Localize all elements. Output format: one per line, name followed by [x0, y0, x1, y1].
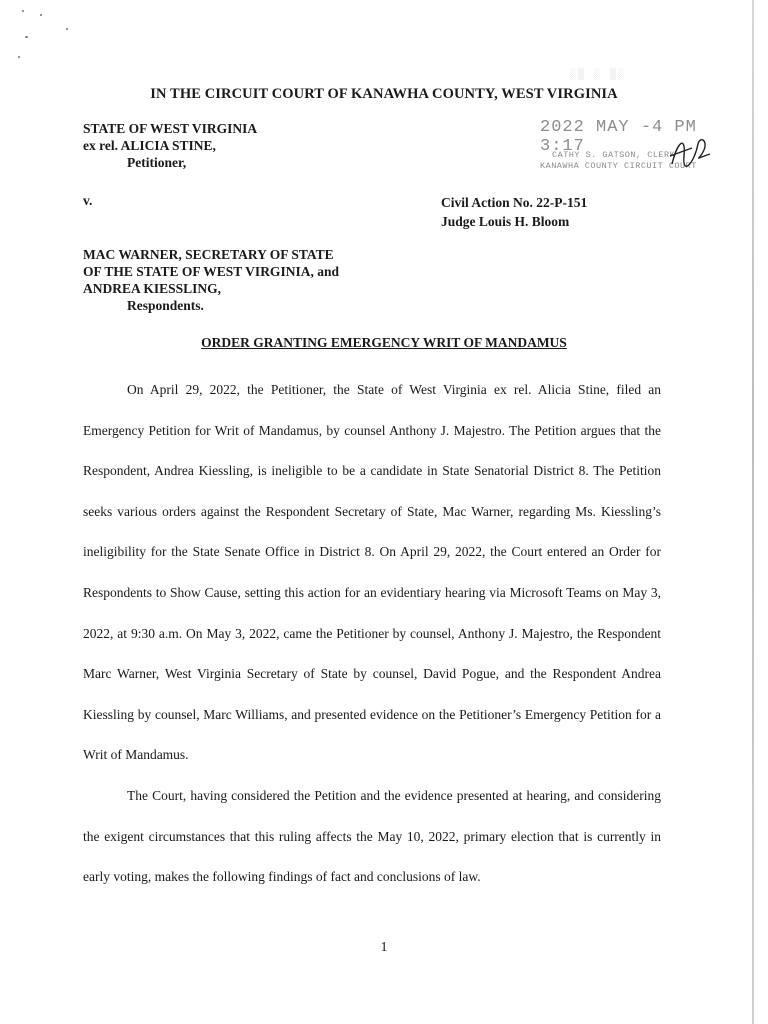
stamp-court: KANAWHA COUNTY CIRCUIT COURT	[540, 161, 697, 171]
scan-speck	[40, 14, 42, 16]
scan-edge	[752, 0, 754, 1024]
scan-speck	[25, 36, 28, 38]
petitioner-line: STATE OF WEST VIRGINIA	[83, 121, 258, 136]
scan-speck	[18, 56, 20, 58]
respondent-line: MAC WARNER, SECRETARY OF STATE	[83, 247, 334, 262]
order-title: ORDER GRANTING EMERGENCY WRIT OF MANDAMUS	[201, 335, 567, 350]
filing-stamp	[530, 116, 720, 186]
stamp-clerk: CATHY S. GATSON, CLERK	[552, 150, 676, 160]
order-body	[83, 370, 661, 898]
respondents-role: Respondents.	[127, 298, 204, 313]
petitioner-line: ex rel. ALICIA STINE,	[83, 138, 216, 153]
page-number: 1	[380, 940, 388, 955]
petitioner-role: Petitioner,	[127, 155, 187, 170]
versus-label: v.	[83, 193, 93, 208]
body-paragraph: The Court, having considered the Petition and the evidence presented at hearing, and considering the exigent circumstances that this ruling affects the May 10, 2022, primary election that is currently in early voting, makes the following findings of fact and conclusions of law.	[83, 787, 661, 885]
faint-filing-mark: ░▒ ░ ▒░	[570, 70, 627, 81]
judge-name: Judge Louis H. Bloom	[441, 214, 570, 229]
court-header: IN THE CIRCUIT COURT OF KANAWHA COUNTY, WEST VIRGINIA	[150, 86, 618, 102]
respondent-line: OF THE STATE OF WEST VIRGINIA, and	[83, 264, 339, 279]
clerk-initials-signature	[668, 134, 712, 170]
scan-speck	[22, 10, 24, 12]
respondents-block	[83, 246, 339, 314]
petitioner-block	[83, 120, 257, 171]
body-paragraph: On April 29, 2022, the Petitioner, the State of West Virginia ex rel. Alicia Stine, filed an Emergency Petition for Writ of Mandamus, by counsel Anthony J. Majestro. The Petition argues that the Respondent, Andrea Kiessling, is ineligible to be a candidate in State Senatorial District 8. The Petition seeks various orders against the Respondent Secretary of State, Mac Warner, regarding Ms. Kiessling’s ineligibility for the State Senate Office in District 8. On April 29, 2022, the Court entered an Order for Respondents to Show Cause, setting this action for an evidentiary hearing via Microsoft Teams on May 3, 2022, at 9:30 a.m. On May 3, 2022, came the Petitioner by counsel, Anthony J. Majestro, the Respondent Marc Warner, West Virginia Secretary of State by counsel, David Pogue, and the Respondent Andrea Kiessling by counsel, Marc Williams, and presented evidence on the Petitioner’s Emergency Petition for a Writ of Mandamus.	[83, 382, 661, 763]
case-info	[441, 193, 587, 231]
civil-action-number: Civil Action No. 22-P-151	[441, 195, 588, 210]
scan-speck	[66, 28, 68, 30]
respondent-line: ANDREA KIESSLING,	[83, 281, 222, 296]
stamp-date: 2022 MAY -4 PM 3:17	[540, 118, 697, 156]
